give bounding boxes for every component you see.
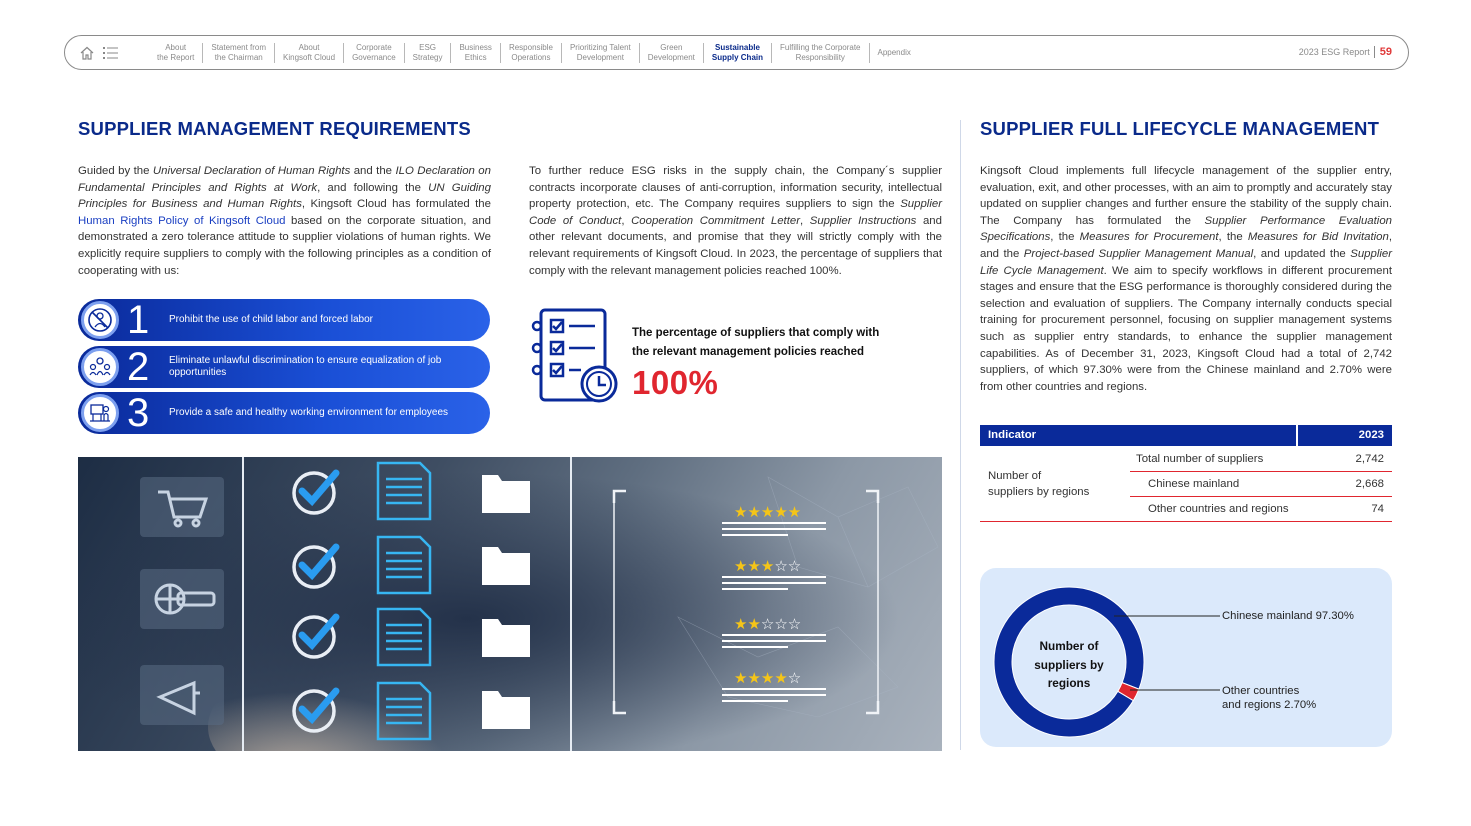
intro-paragraph: Guided by the Universal Declaration of Human Rights and the ILO Declaration on Fundamental Principles and Rights at Work, and following the UN Guiding Principles for Business and Human Rights, Kingsoft Cloud has formulated the Human Rights Policy of Kingsoft Cloud based on the corporate situation, and demonstrated a zero tolerance attitude to supplier violations of human rights. We explicitly require suppliers to comply with the following principles as a condition of cooperating with us: xyxy=(78,165,491,277)
header-indicator: Indicator xyxy=(980,425,1298,446)
report-name: 2023 ESG Report xyxy=(1298,47,1370,57)
lifecycle-paragraph: Kingsoft Cloud implements full lifecycle management of the supplier entry, evaluation, exit, and other processes, with an aim to promptly and accurately stay updated on supplier changes and further ensure the stability of the supply chain. The Company has formulated the Supplier Performance Evaluation Specifications, the Measures for Procurement, the Measures for Bid Invitation, and the Project-based Supplier Management Manual, and updated the Supplier Life Cycle Management. We aim to specify workflows in different procurement stages and ensure that the ESG performance is thoroughly considered during the selection and evaluation of suppliers. The Company internally conducts special training for procurement personnel, focusing on supplier management systems such as supplier entry standards, to enhance the supplier management capabilities. As of December 31, 2023, Kingsoft Cloud had a total of 2,742 suppliers, of which 97.30% were from the Chinese mainland and 2.70% were from other countries and regions. xyxy=(980,165,1393,393)
workplace-safety-icon xyxy=(81,394,119,432)
nav-icons xyxy=(79,45,149,61)
top-nav xyxy=(64,35,1409,70)
checklist-clock-icon xyxy=(529,306,621,409)
menu-list-icon[interactable] xyxy=(103,46,119,60)
photo-illustration xyxy=(78,457,942,751)
page-number: 59 xyxy=(1374,46,1392,58)
nav-tab[interactable]: Prioritizing Talent Development xyxy=(562,43,640,63)
nav-tab[interactable]: About Kingsoft Cloud xyxy=(275,43,344,63)
equality-people-icon xyxy=(81,348,119,386)
svg-text:★★★★☆: ★★★★☆ xyxy=(734,669,802,687)
stat-label: The percentage of suppliers that comply with the relevant management policies reached xyxy=(632,327,880,358)
principle-1 xyxy=(78,299,490,341)
principle-number: 3 xyxy=(127,391,150,435)
nav-tab[interactable]: About the Report xyxy=(149,43,203,63)
principle-text: Eliminate unlawful discrimination to ensure equalization of job opportunities xyxy=(169,355,442,378)
contracts-paragraph: To further reduce ESG risks in the supply chain, the Company´s supplier contracts incorporate clauses of anti-corruption, information security, intellectual property protection, etc. The Company requires suppliers to sign the Supplier Code of Conduct, Cooperation Commitment Letter, Supplier Instructions and other relevant documents, and promise that they will strictly comply with the relevant requirements of Kingsoft Cloud. In 2023, the percentage of suppliers that comply with the relevant management policies reached 100%. xyxy=(529,165,942,277)
table-header xyxy=(980,425,1392,446)
supply-chain-photo xyxy=(78,457,942,751)
nav-tab[interactable]: Green Development xyxy=(640,43,704,63)
page-indicator xyxy=(1299,46,1392,58)
table-row: Other countries and regions 74 xyxy=(1130,496,1392,521)
nav-tab[interactable]: Statement from the Chairman xyxy=(203,43,275,63)
nav-tab[interactable]: Appendix xyxy=(877,47,911,57)
section-title-lifecycle: SUPPLIER FULL LIFECYCLE MANAGEMENT xyxy=(980,118,1380,139)
nav-tab[interactable]: Business Ethics xyxy=(451,43,500,63)
no-child-labor-icon xyxy=(81,301,119,339)
donut-label-other: Other countries and regions 2.70% xyxy=(1222,685,1317,711)
section-title-supplier-requirements: SUPPLIER MANAGEMENT REQUIREMENTS xyxy=(78,118,471,139)
principle-2 xyxy=(78,346,490,388)
human-rights-policy-link[interactable]: Human Rights Policy of Kingsoft Cloud xyxy=(78,214,286,227)
table-row: Total number of suppliers 2,742 xyxy=(1130,446,1392,471)
principle-text: Provide a safe and healthy working environment for employees xyxy=(169,407,449,418)
principle-number: 2 xyxy=(127,345,150,389)
donut-label-mainland: Chinese mainland 97.30% xyxy=(1222,610,1354,622)
row-group-label: Number of suppliers by regions xyxy=(988,469,1090,498)
stat-value: 100% xyxy=(632,364,719,401)
nav-tabs xyxy=(149,36,919,69)
nav-tab[interactable]: Fulfilling the Corporate Responsibility xyxy=(772,43,869,63)
svg-text:★★★★★: ★★★★★ xyxy=(734,503,802,521)
table-row: Chinese mainland 2,668 xyxy=(1130,471,1392,496)
nav-tab[interactable]: Sustainable Supply Chain xyxy=(704,43,772,63)
home-icon[interactable] xyxy=(79,45,95,61)
column-divider xyxy=(960,120,961,750)
principle-text: Prohibit the use of child labor and forced labor xyxy=(169,314,374,325)
supplier-table xyxy=(980,425,1392,522)
principle-number: 1 xyxy=(127,298,150,342)
principle-3 xyxy=(78,392,490,434)
svg-text:★★★☆☆: ★★★☆☆ xyxy=(734,557,802,575)
nav-tab[interactable]: ESG Strategy xyxy=(405,43,452,63)
nav-tab[interactable]: Responsible Operations xyxy=(501,43,562,63)
nav-tab[interactable]: Corporate Governance xyxy=(344,43,405,63)
header-year: 2023 xyxy=(1358,429,1384,441)
svg-text:★★☆☆☆: ★★☆☆☆ xyxy=(734,615,802,633)
donut-center-title: Number of suppliers by regions xyxy=(1034,639,1104,690)
